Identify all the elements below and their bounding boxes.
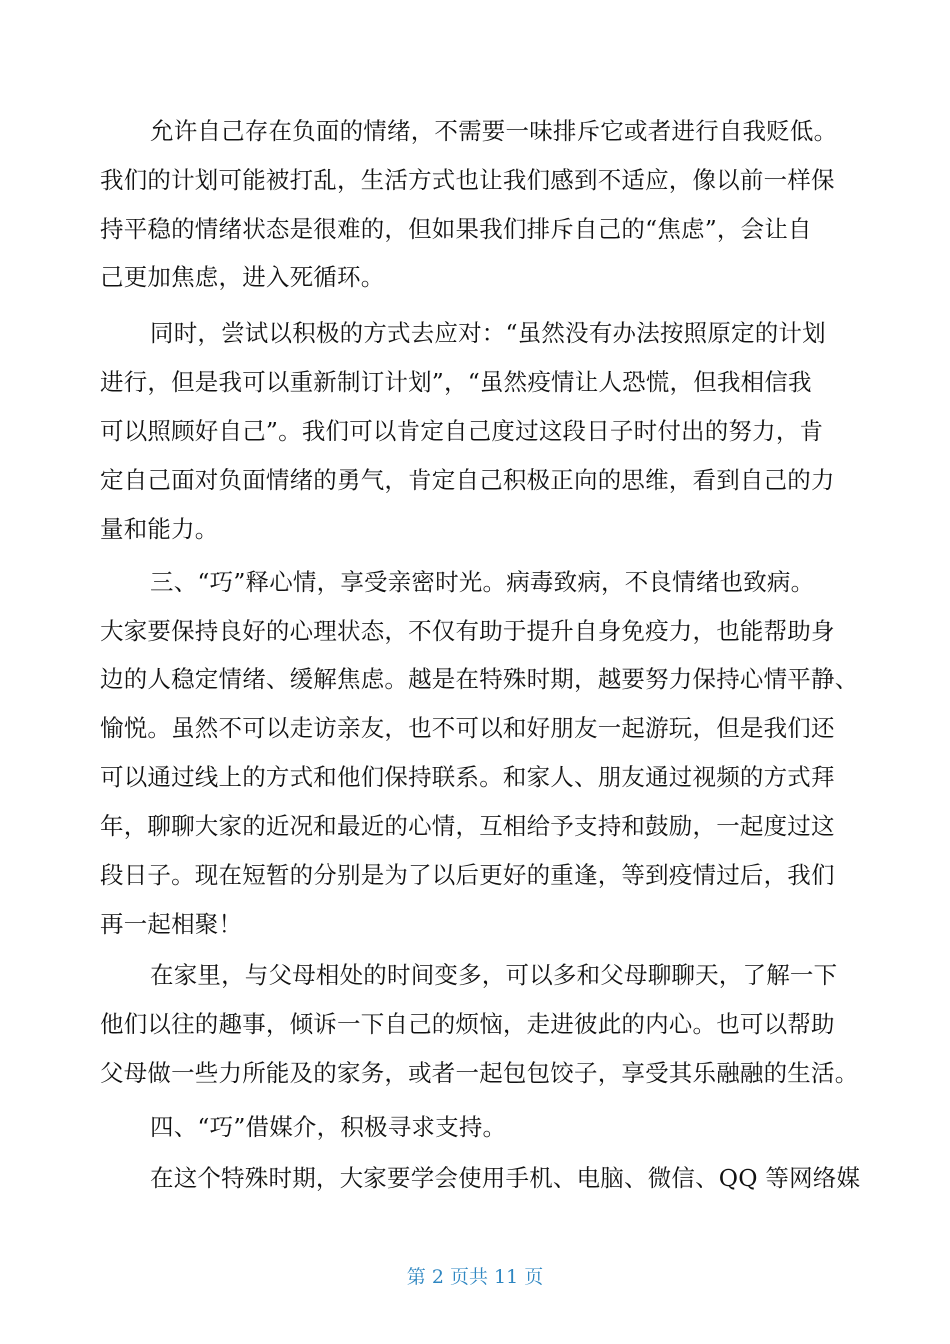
text-line: 在这个特殊时期，大家要学会使用手机、电脑、微信、QQ 等网络媒: [150, 1164, 861, 1192]
text-line: 己更加焦虑，进入死循环。: [100, 263, 385, 291]
text-line: 四、“巧”借媒介，积极寻求支持。: [150, 1113, 507, 1141]
text-line: 年，聊聊大家的近况和最近的心情，互相给予支持和鼓励，一起度过这: [100, 812, 835, 840]
text-line: 同时，尝试以积极的方式去应对：“虽然没有办法按照原定的计划: [150, 319, 826, 347]
text-line: 在家里，与父母相处的时间变多，可以多和父母聊聊天，了解一下: [150, 961, 838, 989]
text-line: 三、“巧”释心情，享受亲密时光。病毒致病，不良情绪也致病。: [150, 568, 815, 596]
text-line: 边的人稳定情绪、缓解焦虑。越是在特殊时期，越要努力保持心情平静、: [100, 665, 859, 693]
page-footer: 第 2 页共 11 页: [406, 1266, 544, 1288]
text-line: 父母做一些力所能及的家务，或者一起包包饺子，享受其乐融融的生活。: [100, 1059, 859, 1087]
text-line: 再一起相聚！: [100, 910, 243, 938]
text-line: 可以照顾好自己”。我们可以肯定自己度过这段日子时付出的努力，肯: [100, 417, 824, 445]
text-line: 愉悦。虽然不可以走访亲友，也不可以和好朋友一起游玩，但是我们还: [100, 714, 835, 742]
text-line: 量和能力。: [100, 515, 219, 543]
text-line: 可以通过线上的方式和他们保持联系。和家人、朋友通过视频的方式拜: [100, 763, 835, 791]
text-line: 允许自己存在负面的情绪，不需要一味排斥它或者进行自我贬低。: [150, 117, 838, 145]
text-line: 持平稳的情绪状态是很难的，但如果我们排斥自己的“焦虑”，会让自: [100, 215, 812, 243]
text-line: 定自己面对负面情绪的勇气，肯定自己积极正向的思维，看到自己的力: [100, 466, 835, 494]
text-line: 他们以往的趣事，倾诉一下自己的烦恼，走进彼此的内心。也可以帮助: [100, 1010, 835, 1038]
text-line: 段日子。现在短暂的分别是为了以后更好的重逢，等到疫情过后，我们: [100, 861, 835, 889]
text-line: 大家要保持良好的心理状态，不仅有助于提升自身免疫力，也能帮助身: [100, 617, 835, 645]
text-line: 进行，但是我可以重新制订计划”，“虽然疫情让人恐慌，但我相信我: [100, 368, 812, 396]
text-line: 我们的计划可能被打乱，生活方式也让我们感到不适应，像以前一样保: [100, 166, 835, 194]
